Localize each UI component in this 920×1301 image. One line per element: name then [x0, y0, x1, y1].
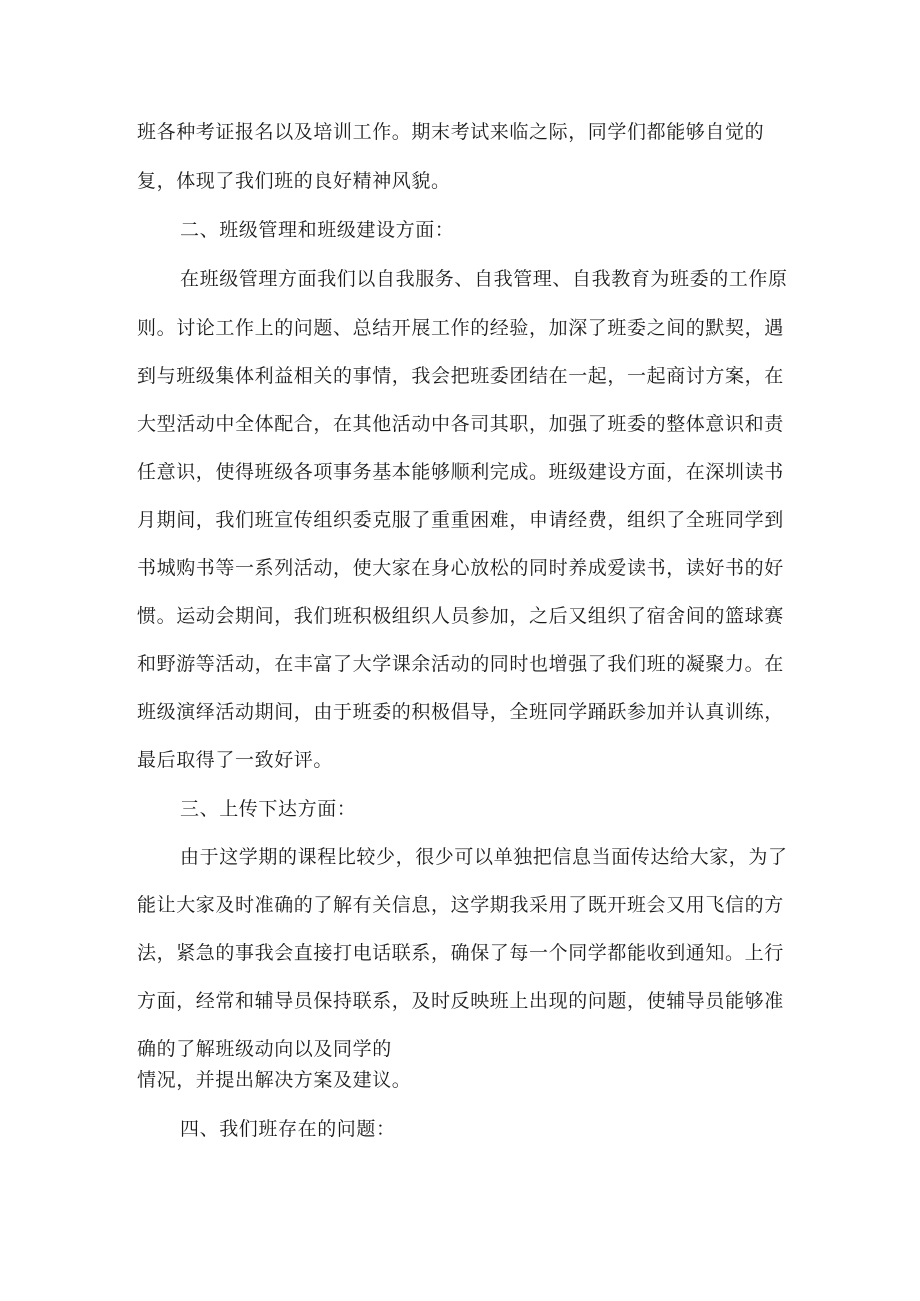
section-heading: 二、班级管理和班级建设方面： [180, 219, 455, 241]
text-line: 最后取得了一致好评。 [137, 749, 334, 771]
text-line: 在班级管理方面我们以自我服务、自我管理、自我教育为班委的工作原 [180, 268, 788, 290]
text-line: 任意识，使得班级各项事务基本能够顺利完成。班级建设方面，在深圳读书 [137, 461, 784, 483]
section-heading: 三、上传下达方面： [180, 798, 357, 820]
text-line: 方面，经常和辅导员保持联系，及时反映班上出现的问题，使辅导员能够准 [137, 990, 784, 1012]
text-line: 确的了解班级动向以及同学的 [137, 1038, 392, 1060]
text-line: 复，体现了我们班的良好精神风貌。 [137, 170, 451, 192]
section-heading: 四、我们班存在的问题： [180, 1118, 396, 1140]
text-line: 书城购书等一系列活动，使大家在身心放松的同时养成爱读书，读好书的好 [137, 557, 784, 579]
text-line: 能让大家及时准确的了解有关信息，这学期我采用了既开班会又用飞信的方 [137, 894, 784, 916]
text-line: 则。讨论工作上的问题、总结开展工作的经验，加深了班委之间的默契，遇 [137, 317, 784, 339]
text-line: 惯。运动会期间，我们班积极组织人员参加，之后又组织了宿舍间的篮球赛 [137, 605, 784, 627]
text-line: 大型活动中全体配合，在其他活动中各司其职，加强了班委的整体意识和责 [137, 413, 784, 435]
text-line: 由于这学期的课程比较少，很少可以单独把信息当面传达给大家，为了 [180, 846, 788, 868]
text-line: 和野游等活动，在丰富了大学课余活动的同时也增强了我们班的凝聚力。在 [137, 653, 784, 675]
text-line: 到与班级集体利益相关的事情，我会把班委团结在一起，一起商讨方案，在 [137, 365, 784, 387]
text-line: 法，紧急的事我会直接打电话联系，确保了每一个同学都能收到通知。上行 [137, 942, 784, 964]
text-line: 班级演绎活动期间，由于班委的积极倡导，全班同学踊跃参加并认真训练， [137, 701, 784, 723]
text-line: 月期间，我们班宣传组织委克服了重重困难，申请经费，组织了全班同学到 [137, 509, 784, 531]
text-line: 班各种考证报名以及培训工作。期末考试来临之际，同学们都能够自觉的 [137, 121, 765, 143]
text-line: 情况，并提出解决方案及建议。 [137, 1069, 412, 1091]
